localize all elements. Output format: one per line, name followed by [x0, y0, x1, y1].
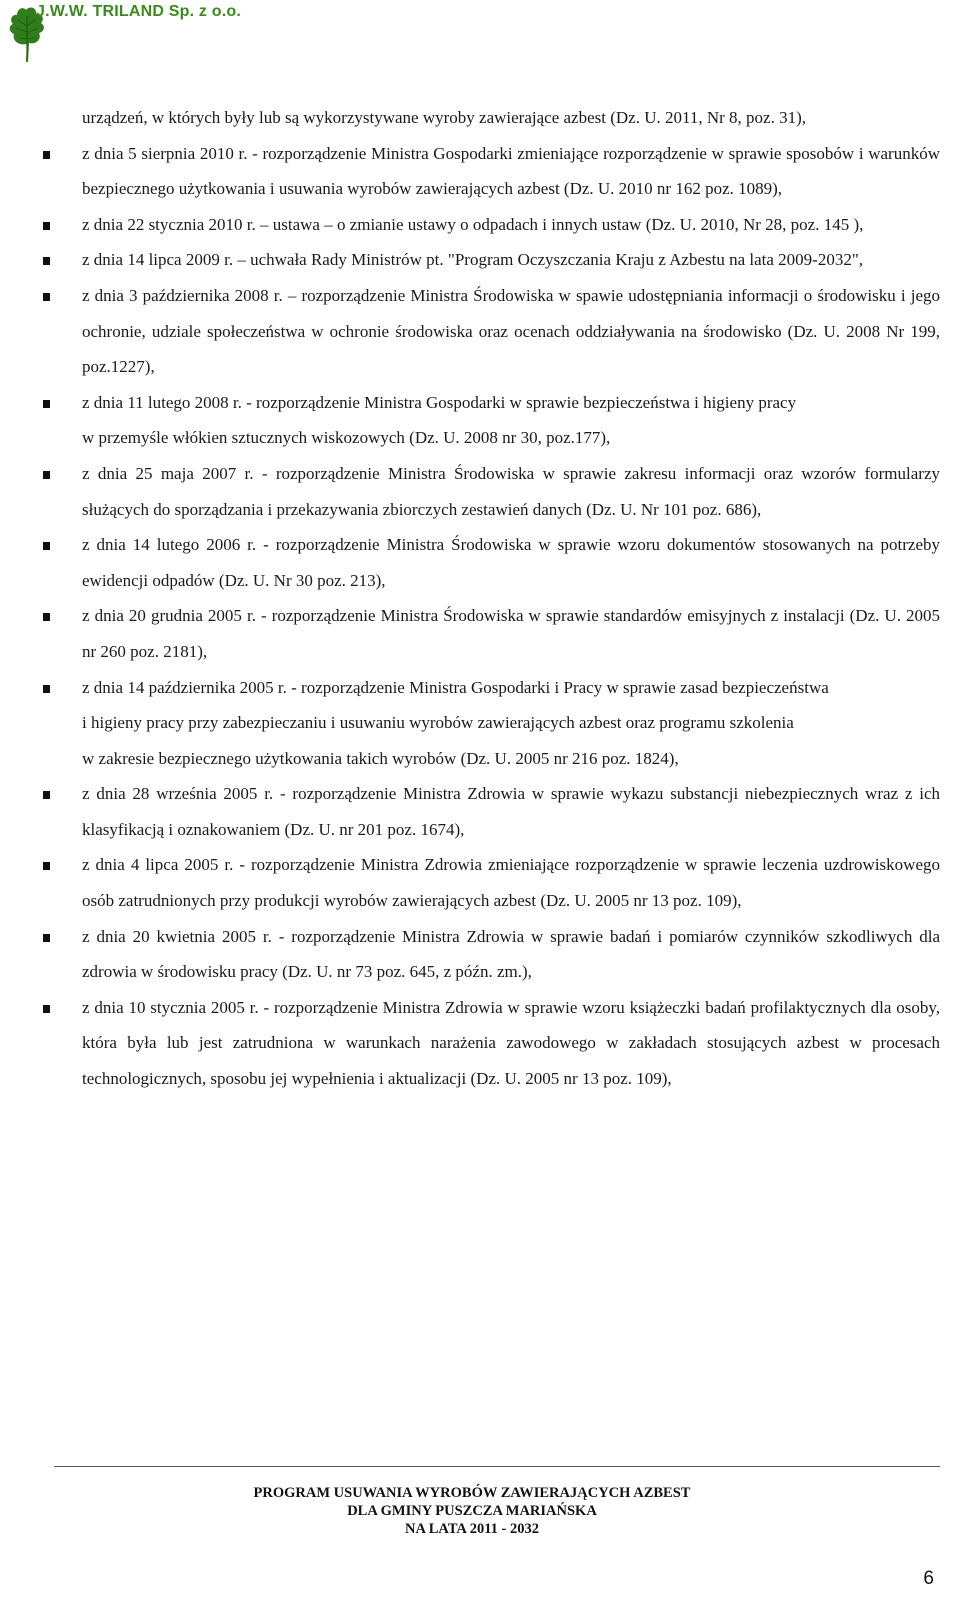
list-item [82, 207, 940, 243]
square-bullet-icon [43, 293, 50, 301]
footer-title-line-2: DLA GMINY PUSZCZA MARIAŃSKA [347, 1503, 597, 1519]
list-item-text: z dnia 14 października 2005 r. - rozporządzenie Ministra Gospodarki i Pracy w sprawie zasad bezpieczeństwa [82, 677, 829, 697]
list-item [82, 278, 940, 385]
page-footer [0, 1484, 944, 1538]
list-item-text: w przemyśle włókien sztucznych wiskozowych (Dz. U. 2008 nr 30, poz.177), [82, 428, 611, 448]
square-bullet-icon [43, 1005, 50, 1013]
square-bullet-icon [43, 257, 50, 265]
list-item-text: z dnia 14 lipca 2009 r. – uchwała Rady Ministrów pt. "Program Oczyszczania Kraju z Azbestu na lata 2009-2032", [82, 250, 864, 270]
footer-title-line-3: NA LATA 2011 - 2032 [404, 1521, 539, 1537]
list-item-text: z dnia 5 sierpnia 2010 r. - rozporządzenie Ministra Gospodarki zmieniające rozporządzenie w sprawie sposobów i warunków bezpiecznego użytkowania i usuwania wyrobów zawierających azbest (Dz. U. 2010 nr 162 poz. 1089), [82, 143, 940, 199]
square-bullet-icon [43, 934, 50, 942]
list-item-text: z dnia 3 października 2008 r. – rozporządzenie Ministra Środowiska w spawie udostępniania informacji o środowisku i jego ochronie, udziale społeczeństwa w ochronie środowiska oraz ocenach oddziaływania na środowisko (Dz. U. 2008 Nr 199, poz.1227), [82, 285, 940, 377]
list-item-text: z dnia 25 maja 2007 r. - rozporządzenie Ministra Środowiska w sprawie zakresu informacji oraz wzorów formularzy służących do sporządzania i przekazywania zbiorczych zestawień danych (Dz. U. Nr 101 poz. 686), [82, 463, 940, 519]
footer-title-line-1: PROGRAM USUWANIA WYROBÓW ZAWIERAJĄCYCH AZBEST [253, 1485, 691, 1501]
list-item [82, 670, 940, 777]
list-item [82, 385, 940, 456]
page-number: 6 [923, 1568, 934, 1589]
square-bullet-icon [43, 542, 50, 550]
square-bullet-icon [43, 151, 50, 159]
list-item-text: z dnia 14 lutego 2006 r. - rozporządzenie Ministra Środowiska w sprawie wzoru dokumentów stosowanych na potrzeby ewidencji odpadów (Dz. U. Nr 30 poz. 213), [82, 535, 940, 590]
list-item-text: i higieny pracy przy zabezpieczaniu i usuwaniu wyrobów zawierających azbest oraz programu szkolenia [82, 713, 794, 733]
list-item [82, 776, 940, 847]
list-item-text: urządzeń, w których były lub są wykorzystywane wyroby zawierające azbest (Dz. U. 2011, Nr 8, poz. 31), [82, 108, 806, 127]
list-item [82, 990, 940, 1097]
list-item-text: z dnia 20 kwietnia 2005 r. - rozporządzenie Ministra Zdrowia w sprawie badań i pomiarów czynników szkodliwych dla zdrowia w środowisku pracy (Dz. U. nr 73 poz. 645, z późn. zm.), [82, 926, 940, 982]
list-item [82, 242, 940, 278]
square-bullet-icon [43, 613, 50, 621]
list-item-text: z dnia 28 września 2005 r. - rozporządzenie Ministra Zdrowia w sprawie wykazu substancji niebezpiecznych wraz z ich klasyfikacją i oznakowaniem (Dz. U. nr 201 poz. 1674), [82, 784, 940, 839]
list-item-text: w zakresie bezpiecznego użytkowania takich wyrobów (Dz. U. 2005 nr 216 poz. 1824), [82, 748, 679, 768]
square-bullet-icon [43, 471, 50, 479]
square-bullet-icon [43, 685, 50, 693]
square-bullet-icon [43, 222, 50, 230]
list-item [82, 100, 940, 136]
square-bullet-icon [43, 791, 50, 799]
list-item [82, 847, 940, 918]
square-bullet-icon [43, 400, 50, 408]
square-bullet-icon [43, 862, 50, 870]
list-item-text: z dnia 4 lipca 2005 r. - rozporządzenie Ministra Zdrowia zmieniające rozporządzenie w sprawie leczenia uzdrowiskowego osób zatrudnionych przy produkcji wyrobów zawierających azbest (Dz. U. 2005 nr 13 poz. 109), [82, 855, 940, 911]
list-item [82, 527, 940, 598]
list-item [82, 919, 940, 990]
company-name: J.W.W. TRILAND Sp. z o.o. [36, 3, 241, 20]
list-item [82, 136, 940, 207]
list-item-text: z dnia 11 lutego 2008 r. - rozporządzenie Ministra Gospodarki w sprawie bezpieczeństwa i higieny pracy [82, 392, 797, 412]
list-item-text: z dnia 10 stycznia 2005 r. - rozporządzenie Ministra Zdrowia w sprawie wzoru książeczki badań profilaktycznych dla osoby, która była lub jest zatrudniona w warunkach narażenia zawodowego w zakładach stosujących azbest w procesach technologicznych, sposobu jej wypełnienia i aktualizacji (Dz. U. 2005 nr 13 poz. 109), [82, 997, 940, 1089]
list-item [82, 598, 940, 669]
legal-acts-list [82, 100, 940, 1097]
page-header [0, 0, 960, 70]
list-item-text: z dnia 22 stycznia 2010 r. – ustawa – o zmianie ustawy o odpadach i innych ustaw (Dz. U. 2010, Nr 28, poz. 145 ), [82, 214, 864, 234]
footer-divider [54, 1466, 940, 1467]
list-item-text: z dnia 20 grudnia 2005 r. - rozporządzenie Ministra Środowiska w sprawie standardów emisyjnych z instalacji (Dz. U. 2005 nr 260 poz. 2181), [82, 606, 940, 661]
list-item [82, 456, 940, 527]
